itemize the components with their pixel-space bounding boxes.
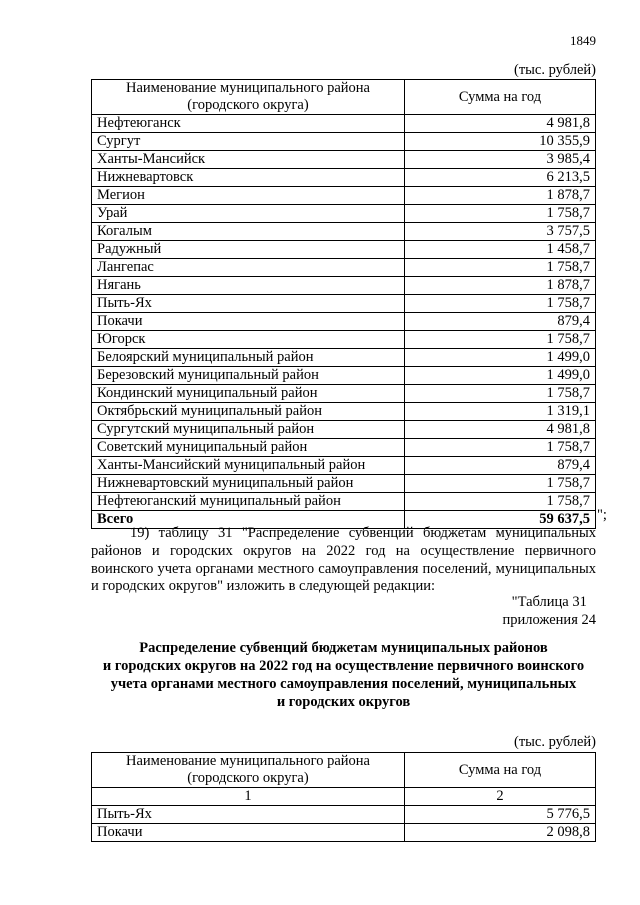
table-row [92,439,596,457]
table-row [92,403,596,421]
row-name: Нефтеюганск [92,115,405,133]
unit-label: (тыс. рублей) [514,62,596,78]
subsidy-table-1 [91,79,596,529]
row-value: 1 758,7 [405,259,596,277]
row-name: Пыть-Ях [92,295,405,313]
table-reference-line2: приложения 24 [502,611,596,628]
row-name: Югорск [92,331,405,349]
row-name: Ханты-Мансийский муниципальный район [92,457,405,475]
title-line: и городских округов на 2022 год на осуществление первичного воинского [102,658,585,674]
row-name: Лангепас [92,259,405,277]
column-number: 2 [405,788,596,806]
row-value: 1 878,7 [405,277,596,295]
row-value: 879,4 [405,457,596,475]
row-name: Нефтеюганский муниципальный район [92,493,405,511]
row-value: 1 758,7 [405,295,596,313]
row-name: Когалым [92,223,405,241]
row-value: 2 098,8 [405,824,596,842]
row-value: 1 758,7 [405,385,596,403]
table-row [92,475,596,493]
table-row [92,385,596,403]
row-value: 879,4 [405,313,596,331]
table-row [92,151,596,169]
row-value: 1 758,7 [405,475,596,493]
row-name: Сургутский муниципальный район [92,421,405,439]
row-value: 10 355,9 [405,133,596,151]
row-value: 1 499,0 [405,349,596,367]
column-header-name: Наименование муниципального района (городского округа) [92,80,405,115]
row-value: 6 213,5 [405,169,596,187]
row-value: 1 758,7 [405,439,596,457]
row-value: 3 757,5 [405,223,596,241]
row-name: Нягань [92,277,405,295]
row-name: Урай [92,205,405,223]
row-name: Советский муниципальный район [92,439,405,457]
row-name: Нижневартовский муниципальный район [92,475,405,493]
row-value: 1 878,7 [405,187,596,205]
table-row [92,205,596,223]
subsidy-table-2 [91,752,596,842]
table-row [92,313,596,331]
row-name: Березовский муниципальный район [92,367,405,385]
page-number: 1849 [570,33,596,48]
table-row [92,349,596,367]
title-line: Распределение субвенций бюджетам муниципальных районов [139,640,548,656]
row-name: Мегион [92,187,405,205]
row-name: Покачи [92,824,405,842]
table-row [92,295,596,313]
row-value: 1 458,7 [405,241,596,259]
row-value: 1 319,1 [405,403,596,421]
column-number: 1 [92,788,405,806]
row-name: Октябрьский муниципальный район [92,403,405,421]
row-name: Кондинский муниципальный район [92,385,405,403]
row-value: 1 758,7 [405,205,596,223]
table-row [92,277,596,295]
table-row [92,457,596,475]
table-row [92,421,596,439]
row-name: Ханты-Мансийск [92,151,405,169]
total-label: Всего [92,511,405,529]
table-row [92,223,596,241]
table-reference-line1: "Таблица 31 [511,594,587,610]
table-row [92,824,596,842]
row-name: Покачи [92,313,405,331]
table-row [92,133,596,151]
unit-label: (тыс. рублей) [514,734,596,750]
row-value: 4 981,8 [405,115,596,133]
row-value: 1 758,7 [405,331,596,349]
column-header-name: Наименование муниципального района (городского округа) [92,753,405,788]
table-title [91,639,596,711]
title-line: учета органами местного самоуправления поселений, муниципальных [110,676,577,692]
table-row [92,259,596,277]
total-value: 59 637,5 [405,511,596,529]
table-row [92,367,596,385]
table-row [92,331,596,349]
table-reference [503,594,596,630]
row-value: 1 499,0 [405,367,596,385]
table-row [92,187,596,205]
row-value: 5 776,5 [405,806,596,824]
column-number-row [92,788,596,806]
row-value: 3 985,4 [405,151,596,169]
column-header-sum: Сумма на год [405,753,596,788]
title-line: и городских округов [276,694,411,710]
table-row [92,241,596,259]
row-name: Нижневартовск [92,169,405,187]
table-row [92,493,596,511]
row-name: Радужный [92,241,405,259]
row-value: 4 981,8 [405,421,596,439]
row-name: Белоярский муниципальный район [92,349,405,367]
row-name: Пыть-Ях [92,806,405,824]
closing-quote: "; [597,507,607,523]
row-name: Сургут [92,133,405,151]
row-value: 1 758,7 [405,493,596,511]
column-header-sum: Сумма на год [405,80,596,115]
table-row [92,806,596,824]
table-row [92,115,596,133]
amendment-paragraph: 19) таблицу 31 "Распределение субвенций бюджетам муниципальных районов и городских округов на 2022 год на осуществление первичного воинского учета органами местного самоуправления поселений, муниципальных и городских округов" изложить в следующей редакции: [91,525,596,595]
table-row [92,169,596,187]
